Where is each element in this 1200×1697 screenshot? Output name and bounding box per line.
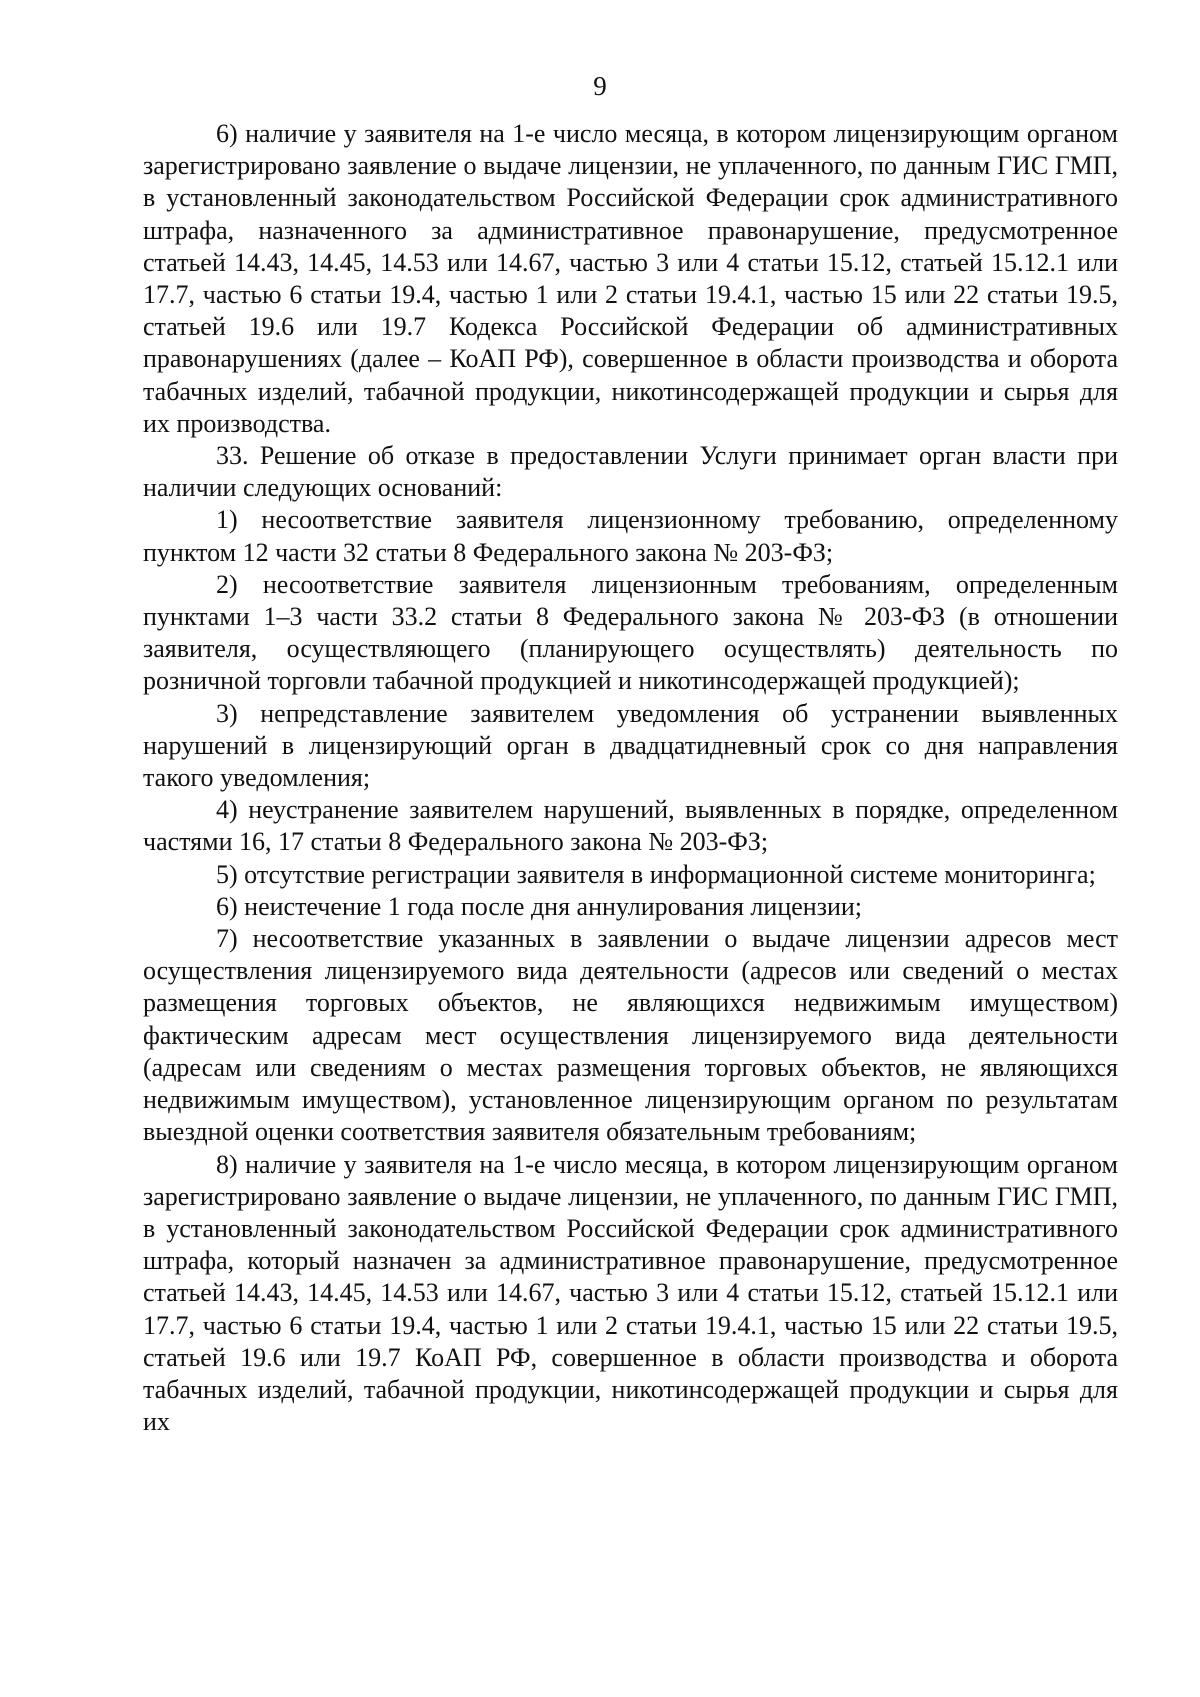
paragraph-33-refusal-grounds: 33. Решение об отказе в предоставлении Услуги принимает орган власти при наличии следующих оснований: [143,441,1118,503]
paragraph-item-4: 4) неустранение заявителем нарушений, выявленных в порядке, определенном частями 16, 17 статьи 8 Федерального закона № 203-ФЗ; [143,795,1118,857]
paragraph-item-6-fine-unpaid: 6) наличие у заявителя на 1-е число месяца, в котором лицензирующим органом зарегистрировано заявление о выдаче лицензии, не уплаченного, по данным ГИС ГМП, в установленный законодательством Российской Федерации срок административного штрафа, назначенного за административное правонарушение, предусмотренное статьей 14.43, 14.45, 14.53 или 14.67, частью 3 или 4 статьи 15.12, статьей 15.12.1 или 17.7, частью 6 статьи 19.4, частью 1 или 2 статьи 19.4.1, частью 15 или 22 статьи 19.5, статьей 19.6 или 19.7 Кодекса Российской Федерации об административных правонарушениях (далее – КоАП РФ), совершенное в области производства и оборота табачных изделий, табачной продукции, никотинсодержащей продукции и сырья для их производства. [143,119,1118,438]
paragraph-item-5: 5) отсутствие регистрации заявителя в информационной системе мониторинга; [216,859,1096,889]
paragraph-item-2: 2) несоответствие заявителя лицензионным требованиям, определенным пунктами 1–3 части 33.2 статьи 8 Федерального закона № 203-ФЗ (в отношении заявителя, осуществляющего (планирующего осуществлять) деятельность по розничной торговли табачной продукцией и никотинсодержащей продукцией); [143,569,1118,696]
document-body [143,118,1118,1438]
page-number: 9 [593,71,607,101]
paragraph-item-6: 6) неистечение 1 года после дня аннулирования лицензии; [216,891,863,921]
paragraph-item-8: 8) наличие у заявителя на 1-е число месяца, в котором лицензирующим органом зарегистрировано заявление о выдаче лицензии, не уплаченного, по данным ГИС ГМП, в установленный законодательством Российской Федерации срок административного штрафа, который назначен за административное правонарушение, предусмотренное статьей 14.43, 14.45, 14.53 или 14.67, частью 3 или 4 статьи 15.12, статьей 15.12.1 или 17.7, частью 6 статьи 19.4, частью 1 или 2 статьи 19.4.1, частью 15 или 22 статьи 19.5, статьей 19.6 или 19.7 КоАП РФ, совершенное в области производства и оборота табачных изделий, табачной продукции, никотинсодержащей продукции и сырья для их [143,1149,1118,1437]
paragraph-item-3: 3) непредставление заявителем уведомления об устранении выявленных нарушений в лицензирующий орган в двадцатидневный срок со дня направления такого уведомления; [143,698,1118,793]
paragraph-item-1: 1) несоответствие заявителя лицензионному требованию, определенному пунктом 12 части 32 статьи 8 Федерального закона № 203-ФЗ; [143,505,1118,567]
paragraph-item-7: 7) несоответствие указанных в заявлении о выдаче лицензии адресов мест осуществления лицензируемого вида деятельности (адресов или сведений о местах размещения торговых объектов, не являющихся недвижимым имуществом) фактическим адресам мест осуществления лицензируемого вида деятельности (адресам или сведениям о местах размещения торговых объектов, не являющихся недвижимым имуществом), установленное лицензирующим органом по результатам выездной оценки соответствия заявителя обязательным требованиям; [143,924,1118,1147]
